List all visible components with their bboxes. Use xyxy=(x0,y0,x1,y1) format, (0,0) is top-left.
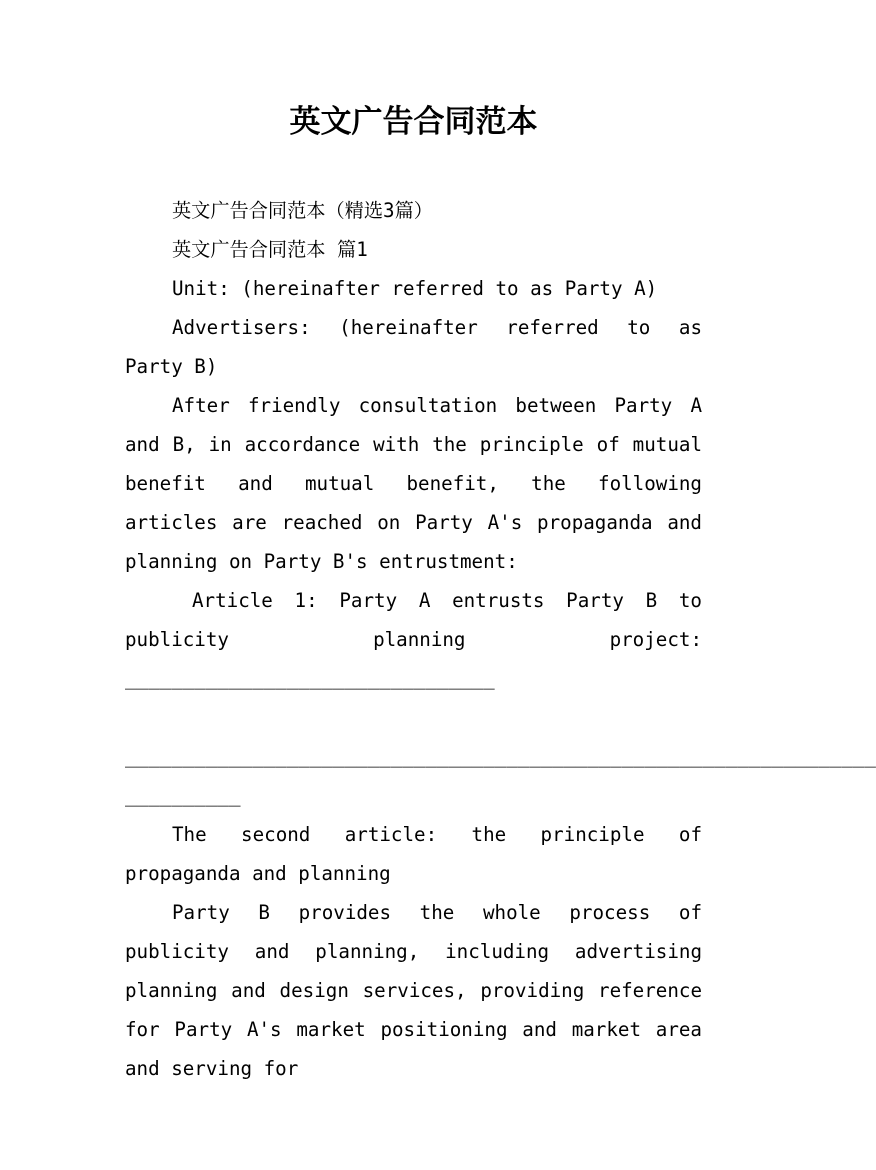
document-title: 英文广告合同范本 xyxy=(289,104,538,140)
article-1-text: Article 1: Party A entrusts Party B to publicity planning project: xyxy=(125,589,702,651)
blank-spacer xyxy=(125,698,702,737)
section-heading: 英文广告合同范本 篇1 xyxy=(172,238,368,261)
advertisers-line: Advertisers: (hereinafter referred to as Party B) xyxy=(125,316,702,378)
unit-line: Unit: (hereinafter referred to as Party A) xyxy=(172,277,658,300)
fill-in-blank-line: __________ xyxy=(125,784,241,807)
article-2-paragraph: Party B provides the whole process of publicity and planning, including advertising planning and design services, providing reference for Party A's market positioning and market area and serving for xyxy=(125,901,702,1080)
fill-in-blank-line: ________________________________ xyxy=(125,667,495,690)
article-2-heading: The second article: the principle of propaganda and planning xyxy=(125,823,702,885)
document-subtitle: 英文广告合同范本（精选3篇） xyxy=(172,199,433,222)
document-body xyxy=(125,191,876,1088)
intro-paragraph: After friendly consultation between Party A and B, in accordance with the principle of mutual benefit and mutual benefit, the following articles are reached on Party A's propaganda and planning on Party B's entrustment: xyxy=(125,394,702,573)
fill-in-blank-line: _________________________________________________________________ xyxy=(125,745,876,768)
